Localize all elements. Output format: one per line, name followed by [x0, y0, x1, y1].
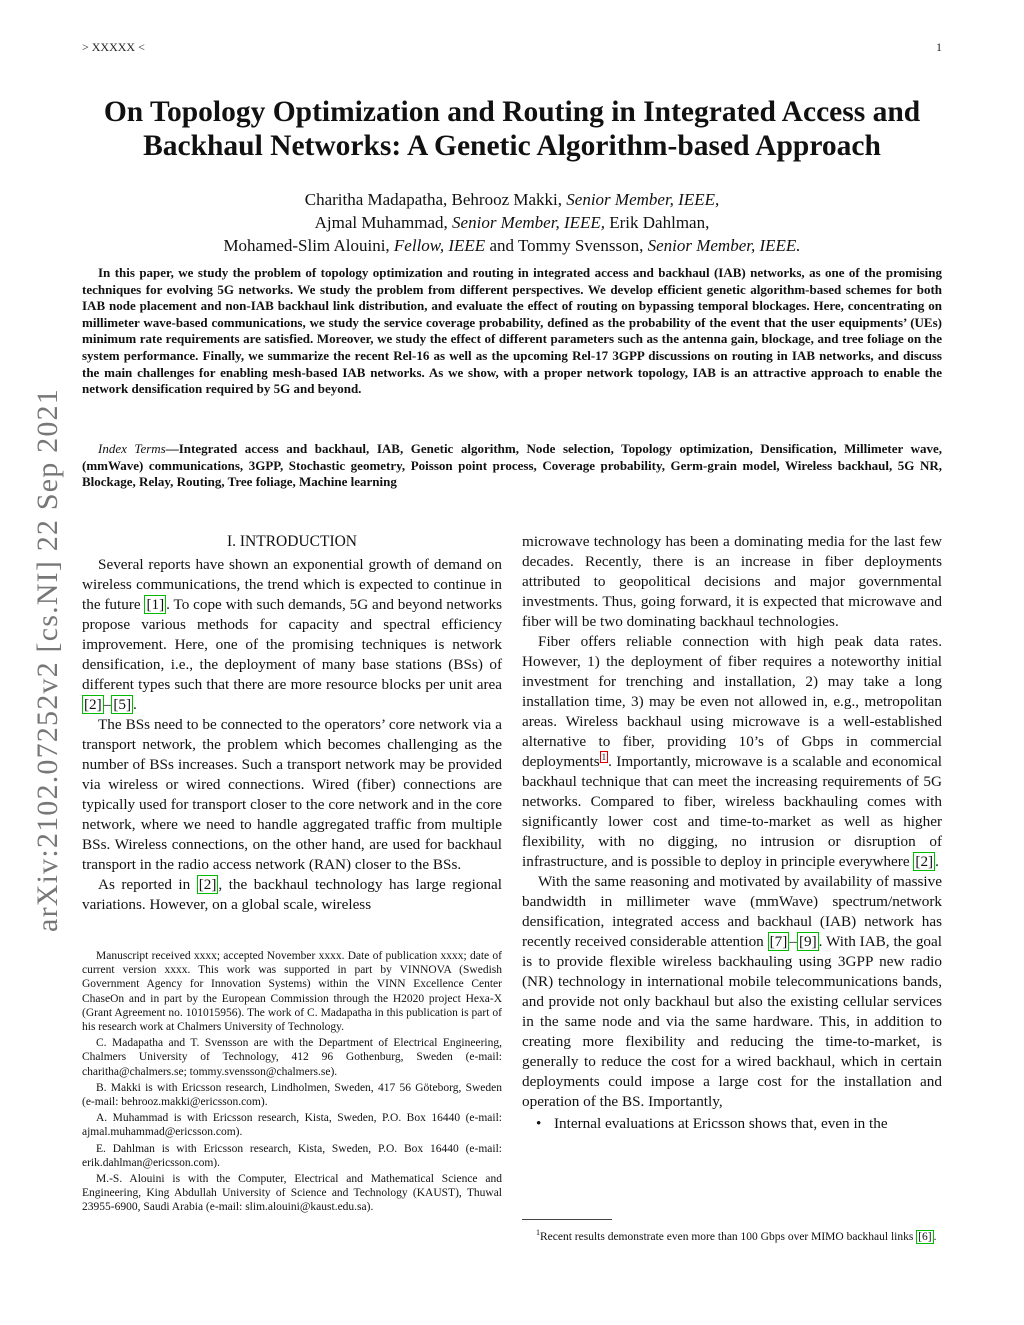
arxiv-identifier-stamp	[28, 370, 68, 950]
citation-link[interactable]: [2]	[915, 853, 934, 870]
citation-link[interactable]: [9]	[798, 933, 817, 950]
footnote-1: $^1$Recent results demonstrate even more than 100 Gbps over MIMO backhaul links [6] .	[522, 1219, 942, 1244]
footnote-divider	[522, 1219, 612, 1220]
author-list	[82, 188, 942, 257]
affiliation-footnotes	[82, 949, 502, 1217]
footnote-number: 1	[536, 1228, 540, 1237]
intro-paragraph-3: As reported in [2] , the backhaul technology has large regional variations. However, on a global scale, wireless	[82, 876, 502, 913]
footnote-affiliation: A. Muhammad is with Ericsson research, Kista, Sweden, P.O. Box 16440 (e-mail: ajmal.muhammad@ericsson.com).	[82, 1112, 502, 1139]
intro-paragraph-5: Fiber offers reliable connection with high peak data rates. However, 1) the deployment of fiber requires a noteworthy initial investment for trenching and installation, 2) may take a long installation time, 3) may be even not allowed in, e.g., metropolitan areas. Wireless backhaul using microwave is a well-established alternative to fiber, providing 10’s of Gbps in commercial deployments $^1$ . Importantly, microwave is a scalable and economical backhaul technique that can meet the increasing requirements of 5G networks. Compared to fiber, wireless backhauling comes with significantly lower cost and time-to-market as well as higher flexibility, with no digging, no intrusion or disruption of infrastructure, and is possible to deploy in principle everywhere [2] .	[522, 633, 942, 870]
running-head: > XXXXX <	[82, 40, 145, 54]
index-terms-text: —Integrated access and backhaul, IAB, Genetic algorithm, Node selection, Topology optimization, Densification, Millimeter wave, (mmWave) communications, 3GPP, Stochastic geometry, Poisson point process, Coverage probability, Germ-grain model, Wireless backhaul, 5G NR, Blockage, Relay, Routing, Tree foliage, Machine learning	[82, 441, 943, 490]
citation-link[interactable]: [2]	[198, 876, 217, 893]
bullet-item	[522, 1114, 942, 1134]
left-column	[82, 532, 502, 915]
citation-link[interactable]: [1]	[146, 596, 165, 613]
citation-link[interactable]: [2]	[84, 696, 102, 713]
footnote-affiliation: M.-S. Alouini is with the Computer, Electrical and Mathematical Science and Engineering, King Abdullah University of Science and Technology (KAUST), Thuwal 23955-6900, Saudi Arabia (e-mail: slim.alouini@kaust.edu.sa).	[82, 1173, 502, 1214]
author-line-2: Ajmal Muhammad, Senior Member, IEEE, Erik Dahlman,	[314, 213, 710, 232]
footnote-link[interactable]: 1	[601, 751, 607, 762]
page-number: 1	[936, 40, 942, 54]
arxiv-identifier-text: arXiv:2102.07252v2 [cs.NI] 22 Sep 2021	[31, 388, 64, 932]
footnote-manuscript: Manuscript received xxxx; accepted November xxxx. Date of publication xxxx; date of current version xxxx. This work was supported in part by VINNOVA (Swedish Government Agency for Innovation Systems) within the VINN Excellence Center ChaseOn and in part by the European Commission through the H2020 project Hexa-X (Grant Agreement no. 101015956). The work of C. Madapatha in this publication is part of his research work at Chalmers University of Technology.	[82, 950, 502, 1034]
citation-link[interactable]: [6]	[918, 1230, 932, 1243]
author-line-3: Mohamed-Slim Alouini, Fellow, IEEE and Tommy Svensson, Senior Member, IEEE.	[223, 236, 801, 255]
footnote-affiliation: E. Dahlman is with Ericsson research, Kista, Sweden, P.O. Box 16440 (e-mail: erik.dahlman@ericsson.com).	[82, 1142, 502, 1169]
author-line-1: Charitha Madapatha, Behrooz Makki, Senior Member, IEEE,	[304, 190, 720, 209]
right-column	[522, 532, 942, 1134]
index-terms	[82, 441, 942, 491]
abstract: In this paper, we study the problem of topology optimization and routing in integrated access and backhaul (IAB) networks, as one of the promising techniques for evolving 5G networks. We study the problem from different perspectives. We develop efficient genetic algorithm-based schemes for both IAB node placement and non-IAB backhaul link distribution, and evaluate the effect of routing on bypassing temporal blockages. Here, concentrating on millimeter wave-based communications, we study the service coverage probability, defined as the probability of the event that the user equipments’ (UEs) minimum rate requirements are satisfied. Moreover, we study the effect of different parameters such as the antenna gain, blockage, and tree foliage on the system performance. Finally, we summarize the recent Rel-16 as well as the upcoming Rel-17 3GPP discussions on routing in IAB networks, and discuss the main challenges for enabling mesh-based IAB networks. As we show, with a proper network topology, IAB is an attractive approach to enable the network densification required by 5G and beyond.	[82, 265, 942, 397]
intro-paragraph-6: With the same reasoning and motivated by availability of massive bandwidth in millimeter wave (mmWave) spectrum/network densification, integrated access and backhaul (IAB) network has recently received considerable attention [7] – [9] . With IAB, the goal is to provide flexible wireless backhauling using 3GPP new radio (NR) technology in international mobile telecommunications bands, and provide not only backhaul but also the existing cellular services in the same node and via the same hardware. This, in addition to creating more flexibility and reducing the time-to-market, is generally to reduce the cost for a wired backhaul, which in certain deployments could impose a large cost for the installation and operation of the BS. Importantly,	[522, 873, 942, 1110]
citation-link[interactable]: [5]	[113, 696, 132, 713]
footnote-affiliation: C. Madapatha and T. Svensson are with the Department of Electrical Engineering, Chalmers University of Technology, 412 96 Gothenburg, Sweden (e-mail: charitha@chalmers.se; tommy.svensson@chalmers.se).	[82, 1037, 502, 1078]
paper-title: On Topology Optimization and Routing in Integrated Access and Backhaul Networks: A Genetic Algorithm-based Approach	[103, 96, 921, 162]
index-terms-label: Index Terms	[98, 441, 166, 456]
intro-paragraph-4: microwave technology has been a dominating media for the last few decades. Recently, there is an increase in fiber deployments attributed to geopolitical decisions and major governmental investments. Thus, going forward, it is expected that microwave and fiber will be two dominating backhaul technologies.	[522, 533, 942, 630]
bullet-text: Internal evaluations at Ericsson shows that, even in the	[554, 1115, 888, 1132]
intro-paragraph-2: The BSs need to be connected to the operators’ core network via a transport network, the problem which becomes challenging as the number of BSs increases. Such a transport network may be provided via wireless or wired connections. Wired (fiber) connections are typically used for transport closer to the core network and in the core network, where we need to handle aggregated traffic from multiple BSs. Wireless connections, on the other hand, are used for backhaul transport in the radio access network (RAN) closer to the BSs.	[82, 716, 502, 873]
section-heading-introduction: I. INTRODUCTION	[226, 533, 357, 550]
intro-paragraph-1: Several reports have shown an exponential growth of demand on wireless communications, the trend which is expected to continue in the future [1] . To cope with such demands, 5G and beyond networks propose various methods for capacity and spectral efficiency improvement. Here, one of the promising techniques is network densification, i.e., the deployment of many base stations (BSs) of different types such that there are more resource blocks per unit area [2] – [5] .	[82, 556, 502, 713]
bullet-icon: •	[536, 1115, 542, 1132]
footnote-affiliation: B. Makki is with Ericsson research, Lindholmen, Sweden, 417 56 Göteborg, Sweden (e-mail: behrooz.makki@ericsson.com).	[82, 1081, 502, 1109]
citation-link[interactable]: [7]	[769, 933, 788, 950]
